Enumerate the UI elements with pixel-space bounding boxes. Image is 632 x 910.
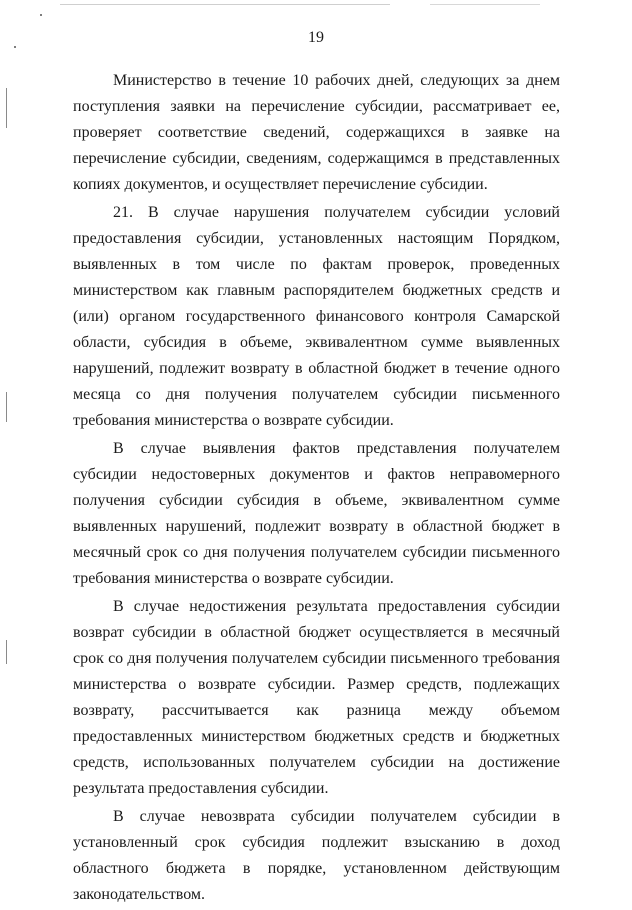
scan-margin-mark (6, 88, 7, 128)
paragraph: 21. В случае нарушения получателем субсидии условий предоставления субсидии, установленных настоящим Порядком, выявленных в том числе по фактам проверок, проведенных министерством как главным распорядителем бюджетных средств и (или) органом государственного финансового контроля Самарской области, субсидия в объеме, эквивалентном сумме выявленных нарушений, подлежит возврату в областной бюджет в течение одного месяца со дня получения получателем субсидии письменного требования министерства о возврате субсидии. (73, 204, 560, 429)
paragraph: В случае невозврата субсидии получателем субсидии в установленный срок субсидия подлежит взысканию в доход областного бюджета в порядке, установленном действующим законодательством. (73, 808, 560, 903)
scan-margin-mark (6, 640, 7, 664)
paragraph: В случае выявления фактов представления получателем субсидии недостоверных документов и фактов неправомерного получения субсидии субсидия в объеме, эквивалентном сумме выявленных нарушений, подлежит возврату в областной бюджет в месячный срок со дня получения получателем субсидии письменного требования министерства о возврате субсидии. (73, 440, 560, 587)
paragraph: В случае недостижения результата предоставления субсидии возврат субсидии в областной бюджет осуществляется в месячный срок со дня получения получателем субсидии письменного требования министерства о возврате субсидии. Размер средств, подлежащих возврату, рассчитывается как разница между объемом предоставленных министерством бюджетных средств и бюджетных средств, использованных получателем субсидии на достижение результата предоставления субсидии. (73, 598, 560, 797)
scan-edge-line (430, 4, 540, 5)
scan-margin-mark (6, 392, 7, 422)
paragraph: Министерство в течение 10 рабочих дней, следующих за днем поступления заявки на перечисление субсидии, рассматривает ее, проверяет соответствие сведений, содержащихся в заявке на перечисление субсидии, сведениям, содержащимся в представленных копиях документов, и осуществляет перечисление субсидии. (73, 72, 560, 193)
page-number: 19 (308, 29, 324, 46)
scan-speck (40, 14, 42, 16)
document-body (73, 68, 560, 910)
scan-edge-line (60, 4, 390, 5)
